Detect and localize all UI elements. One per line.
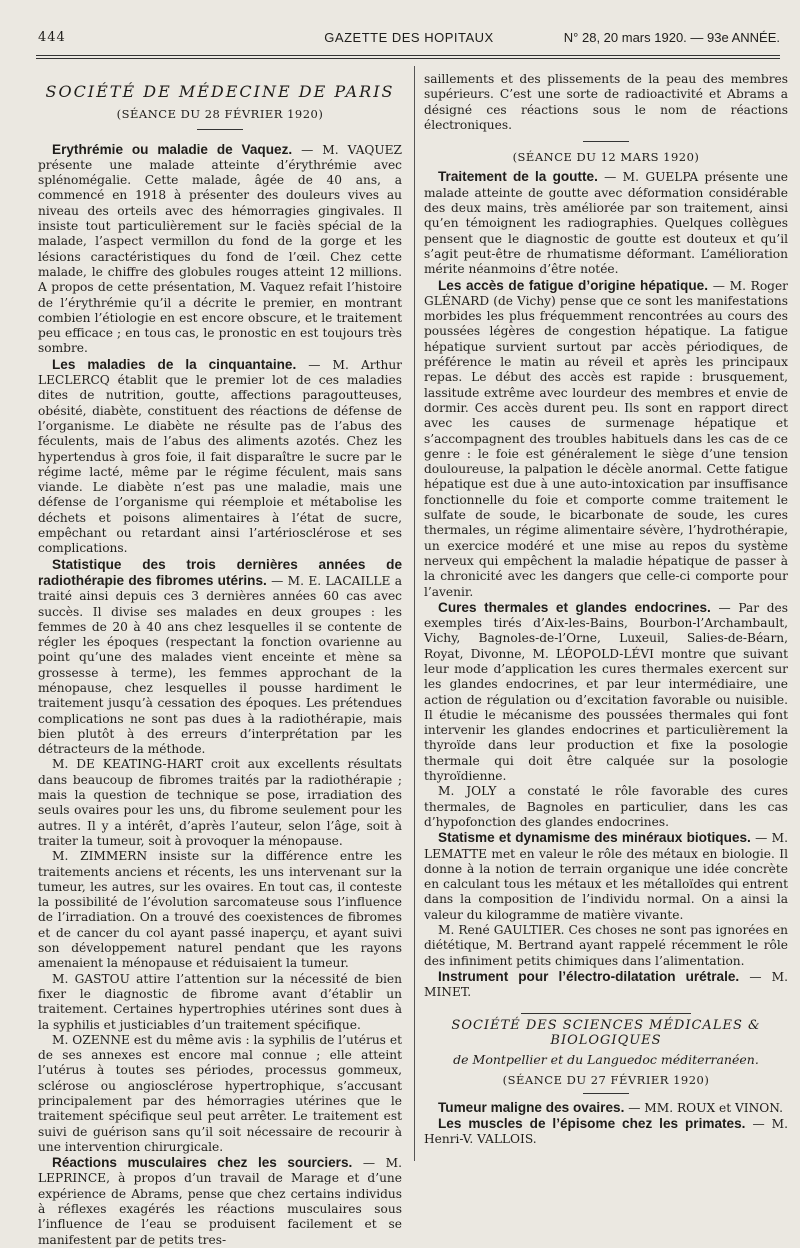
header-rule: [36, 55, 780, 56]
paragraph: M. René GAULTIER. Ces choses ne sont pas ignorées en diététique, M. Bertrand ayant rappelé récemment le rôle des infiniment petits chimiques dans l’alimentation.: [424, 923, 788, 968]
paragraph: M. JOLY a constaté le rôle favorable des cures thermales, de Bagnoles en particulier, dans les cas d’hypofonction des glandes endocrines.: [424, 784, 788, 829]
article-body: — M. MINET.: [424, 969, 788, 1000]
paragraph: M. GASTOU attire l’attention sur la nécessité de bien fixer le diagnostic de fibrome avant d’établir un traitement. Certaines hypertrophies utérines sont dues à la syphilis et justiciables d’un traitement spécifique.: [38, 971, 402, 1032]
article-body: — M. Roger GLÉNARD (de Vichy) pense que ce sont les manifestations morbides les plus fréquemment rencontrées au cours des poussées légères de congestion hépatique. La fatigue hépatique survient surtout par accès périodiques, de préférence le matin au réveil et après les principaux repas. Le début des accès est rapide : brusquement, lassitude extrême avec lourdeur des membres et envie de dormir. Ces accès durent peu. Ils sont en rapport direct avec les causes de surmenage hépatique et s’accompagnent des troubles habituels dans les cas de ce genre : le foie est généralement le siège d’une tension douloureuse, la palpation le décèle anormal. Cette fatigue hépatique est due à une auto-intoxication par insuffisance fonctionnelle du foie et comporte comme traitement le sulfate de soude, le bicarbonate de soude, les cures thermales, un régime alimentaire sévère, l’hydrothérapie, un exercice modéré et une mise au repos du système nerveux qui empêchent la maladie hépatique de passer à la chronicité avec les dangers que celle-ci comporte pour l’avenir.: [424, 278, 788, 599]
paragraph: M. OZENNE est du même avis : la syphilis de l’utérus et de ses annexes est encore mal connue ; elle atteint l’utérus à toutes ses périodes, processus gommeux, sclérose ou angiosclérose hypertrophique, s’accusant principalement par des hémorragies utérines que le traitement spécifique seul peut arrêter. Le traitement est suivi de guérison sans qu’il soit nécessaire de recourir à une intervention chirurgicale.: [38, 1032, 402, 1154]
article-body: — Par des exemples tirés d’Aix-les-Bains, Bourbon-l’Archambault, Vichy, Bagnoles-de-l’Orne, Luxeuil, Salies-de-Béarn, Royat, Divonne, M. LÉOPOLD-LÉVI montre que suivant leur mode d’application les cures thermales exercent sur les glandes endocrines, et par leur intermédiaire, une action de régulation ou d’excitation favorable ou nuisible. Il étudie le mécanisme des poussées thermales qui font intervenir les glandes endocrines et particulièrement la thyroïde dans leur production et fixe la posologie thermale qui doit être calquée sur la posologie thyroïdienne.: [424, 600, 788, 784]
article-title: Cures thermales et glandes endocrines.: [438, 599, 711, 615]
article-title: Les muscles de l’épisome chez les primates.: [438, 1116, 746, 1131]
article-sourciers: [38, 1155, 402, 1248]
column-divider: [414, 66, 415, 1161]
page-number: 444: [38, 30, 66, 45]
article-goutte: [424, 169, 788, 277]
section-rule: [197, 129, 243, 130]
article-body: — M. VAQUEZ présente une malade atteinte d’érythrémie avec splénomégalie. Cette malade, âgée de 40 ans, a commencé en 1918 à présenter des douleurs vives au niveau des orteils avec des hémorragies gingivales. Il insiste tout particulièrement sur le faciès spécial de la malade, l’aspect vermillon du fond de la gorge et les lésions caractéristiques du fond de l’œil. Chez cette malade, le chiffre des globules rouges atteint 12 millions. A propos de cette présentation, M. Vaquez refait l’histoire de l’érythrémie qu’il a décrite le premier, en montrant combien l’étiologie en est encore obscure, et le traitement peu efficace ; en tous cas, le pronostic en est toujours très sombre.: [38, 142, 403, 356]
header-rule-2: [36, 58, 780, 59]
article-title: Tumeur maligne des ovaires.: [438, 1099, 625, 1115]
session-date: (SÉANCE DU 12 MARS 1920): [512, 150, 700, 165]
paragraph: M. ZIMMERN insiste sur la différence entre les traitements anciens et récents, les uns intervenant sur la tumeur, les autres, sur les ovaires. En tout cas, il conteste la possibilité de l’évolution sarcomateuse sous l’influence de l’irradiation. On a trouvé des coexistences de fibromes et de cancer du col ayant passé inaperçu, et ayant suivi son développement naturel pendant que les rayons amenaient la ménopause et réduisaient la tumeur.: [38, 849, 402, 971]
article-radiotherapie: [38, 557, 402, 758]
article-erythremie: [38, 142, 402, 357]
continued-text: saillements et des plissements de la peau des membres supérieurs. C’est une sorte de radioactivité et Abrams a désigné ces réactions sous le nom de réactions électroniques.: [424, 72, 788, 132]
article-tumeur-ovaires: [424, 1100, 788, 1116]
article-title: Traitement de la goutte.: [438, 169, 598, 185]
article-title: Instrument pour l’électro-dilatation urétrale.: [438, 968, 740, 984]
article-title: Erythrémie ou maladie de Vaquez.: [52, 141, 293, 157]
article-mineraux: [424, 830, 788, 923]
article-body: — M. LEMATTE met en valeur le rôle des métaux en biologie. Il donne à la notion de terrain organique une idée concrète en calculant tous les métaux et les métalloïdes qui entrent dans la composition de l’individu normal. On a ainsi la valeur du kilogramme de matière vivante.: [424, 831, 788, 922]
issue-date: N° 28, 20 mars 1920. — 93e ANNÉE.: [563, 30, 780, 45]
article-muscles-episome: [424, 1116, 788, 1148]
article-body: — MM. ROUX et VINON.: [624, 1100, 784, 1115]
right-column: [424, 72, 788, 1148]
section-rule: [583, 141, 629, 142]
article-title: Les maladies de la cinquantaine.: [52, 356, 297, 372]
article-body: — M. GUELPA présente une malade atteinte de goutte avec déformation considérable des deux mains, très améliorée par son traitement, ainsi qu’en témoignent les radiographies. Quelques collègues pensent que le diagnostic de goutte est douteux et qu’il s’agit peut-être de rhumatisme déformant. L’amélioration mérite néanmoins d’être notée.: [424, 170, 789, 277]
society-heading: SOCIÉTÉ DE MÉDECINE DE PARIS: [45, 82, 395, 101]
article-title: Réactions musculaires chez les sourciers.: [52, 1155, 353, 1171]
article-body: — M. Henri-V. VALLOIS.: [424, 1117, 788, 1147]
session-date: (SÉANCE DU 28 FÉVRIER 1920): [116, 107, 324, 122]
article-fatigue-hepatique: [424, 278, 788, 600]
section-rule: [583, 1093, 629, 1094]
section-rule: [521, 1013, 691, 1014]
article-cinquantaine: [38, 357, 402, 557]
article-title: Statistique des trois dernières années de radiothérapie des fibromes utérins.: [38, 556, 402, 588]
article-electro-dilatation: [424, 969, 788, 1001]
running-header: [38, 30, 780, 52]
society-heading: SOCIÉTÉ DES SCIENCES MÉDICALES & BIOLOGIQUES: [451, 1017, 761, 1048]
article-title: Les accès de fatigue d’origine hépatique.: [438, 277, 709, 293]
journal-title: GAZETTE DES HOPITAUX: [324, 30, 494, 45]
session-date: (SÉANCE DU 27 FÉVRIER 1920): [502, 1073, 710, 1088]
paragraph: M. DE KEATING-HART croit aux excellents résultats dans beaucoup de fibromes traités par la radiothérapie ; mais la question de technique se pose, irradiation des seuls ovaires pour les uns, du fibrome seulement pour les autres. Il y a intérêt, d’après l’auteur, selon l’âge, soit à traiter la tumeur, soit à provoquer la ménopause.: [38, 757, 402, 848]
article-cures-thermales: [424, 600, 788, 785]
article-title: Statisme et dynamisme des minéraux biotiques.: [438, 830, 751, 846]
article-body: — M. Arthur LECLERCQ établit que le premier lot de ces maladies dites de nutrition, goutte, affections paragoutteuses, obésité, diabète, constituent des réactions de défense de l’organisme. Le diabète ne résulte pas de l’abus des féculents, mais de l’abus des aliments azotés. Chez les hypertendus à gros foie, il fait disparaître le sucre par le régime lacté, même par le régime féculent, mais sans viande. Le diabète n’est pas une maladie, mais une défense de l’organisme qui réemploie et métabolise les déchets et poisons alimentaires à l’état de sucre, empêchant ou retardant ainsi l’artériosclérose et ses complications.: [38, 357, 402, 556]
society-subtitle: de Montpellier et du Languedoc méditerranéen.: [453, 1052, 759, 1068]
left-column: [38, 72, 402, 1248]
article-body: — M. E. LACAILLE a traité ainsi depuis ces 3 dernières années 60 cas avec succès. Il divise ses malades en deux groupes : les femmes de 20 à 40 ans chez lesquelles il se contente de régler les époques (respectant la fonction ovarienne au point qu’une des malades vient enceinte et mène sa grossesse à terme), les femmes approchant de la ménopause, chez lesquelles il pousse hardiment le traitement jusqu’à cessation des époques. Les prétendues complications ne sont pas dues à la radiothérapie, mais bien plutôt à des erreurs d’interprétation par les détracteurs de la méthode.: [38, 573, 402, 757]
article-body: — M. LEPRINCE, à propos d’un travail de Marage et d’une expérience de Abrams, pense que chez certains individus à réflexes exagérés les réactions musculaires sous l’influence de l’eau se produisent facilement et se manifestent par de petits tres-: [38, 1156, 402, 1247]
